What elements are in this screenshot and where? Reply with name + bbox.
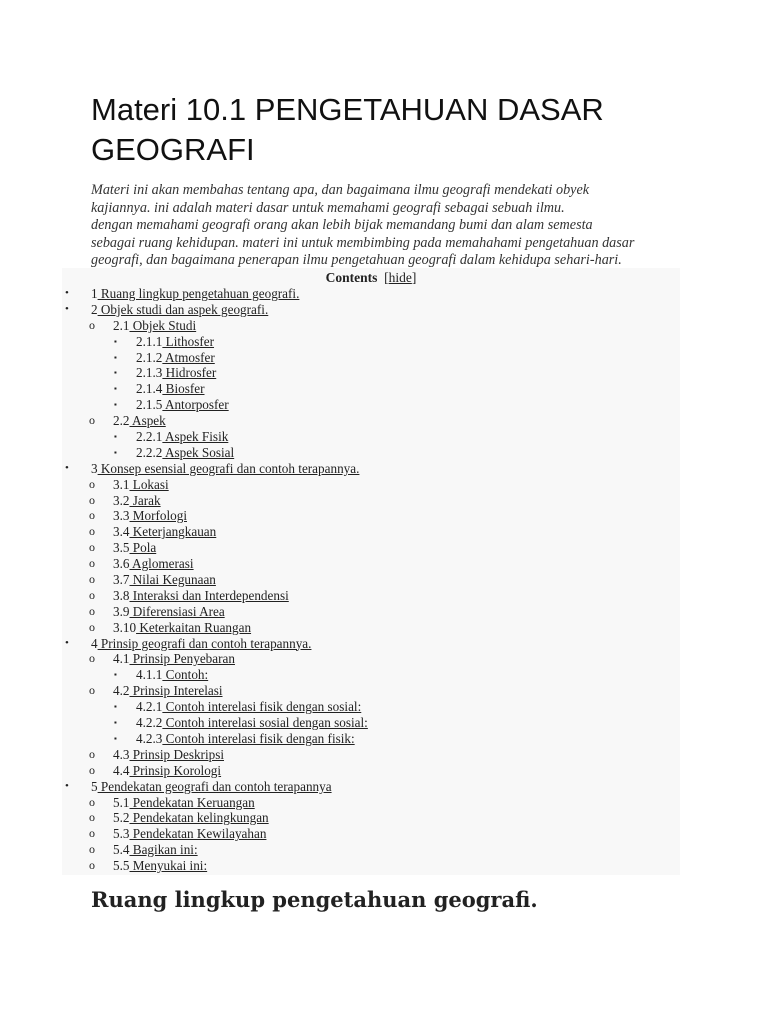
toc-item — [62, 429, 680, 445]
toc-item — [62, 445, 680, 461]
toc-number: 2.1.2 — [136, 349, 163, 365]
toc-item — [62, 302, 680, 318]
toc-title: Contents — [325, 270, 378, 285]
toc-number: 2.1 — [113, 317, 130, 333]
circle-bullet-icon: o — [89, 556, 95, 571]
toc-link[interactable]: Ruang lingkup pengetahuan geografi. — [97, 286, 300, 301]
toc-entry — [113, 683, 223, 699]
circle-bullet-icon: o — [89, 317, 95, 332]
toc-hide-link[interactable]: hide — [388, 270, 412, 285]
circle-bullet-icon: o — [89, 540, 95, 555]
circle-bullet-icon: o — [89, 603, 95, 618]
toc-number: 4 — [91, 635, 98, 651]
toc-entry — [136, 334, 214, 350]
toc-item — [62, 365, 680, 381]
toc-entry — [113, 508, 187, 524]
toc-link[interactable]: Objek studi dan aspek geografi. — [97, 301, 269, 317]
toc-entry — [136, 715, 368, 731]
toc-item — [62, 699, 680, 715]
toc-link[interactable]: Aspek Fisik — [162, 429, 229, 445]
toc-link[interactable]: Contoh interelasi fisik dengan sosial: — [162, 699, 362, 715]
toc-list — [62, 286, 680, 874]
toc-number: 2.1.1 — [136, 333, 163, 349]
intro-line: dengan memahami geografi orang akan lebih bijak memandang bumi dan alam semesta — [91, 217, 593, 233]
toc-link[interactable]: Contoh interelasi fisik dengan fisik: — [162, 730, 355, 746]
toc-entry — [136, 365, 216, 381]
toc-number: 3.10 — [113, 619, 137, 635]
toc-bracket-open: [ — [380, 270, 389, 285]
toc-number: 4.1 — [113, 651, 130, 667]
toc-entry — [91, 286, 299, 302]
toc-item — [62, 826, 680, 842]
toc-link[interactable]: Aspek Sosial — [162, 444, 235, 460]
toc-number: 4.2.3 — [136, 730, 163, 746]
toc-item — [62, 651, 680, 667]
toc-number: 4.2.1 — [136, 699, 163, 715]
circle-bullet-icon: o — [89, 826, 95, 841]
square-bullet-icon: ▪ — [114, 432, 117, 442]
toc-item — [62, 810, 680, 826]
toc-item — [62, 604, 680, 620]
toc-entry — [113, 588, 289, 604]
toc-entry — [113, 572, 216, 588]
circle-bullet-icon: o — [89, 587, 95, 602]
toc-item — [62, 477, 680, 493]
toc-entry — [136, 429, 228, 445]
intro-line: geografi, dan bagaimana penerapan ilmu pengetahuan geografi dalam kehidupa sehari-hari. — [91, 252, 622, 268]
toc-link[interactable]: Prinsip Interelasi — [129, 683, 223, 699]
toc-number: 3.3 — [113, 508, 130, 524]
toc-entry — [113, 477, 169, 493]
toc-entry — [113, 826, 266, 842]
toc-link[interactable]: Atmosfer — [162, 349, 215, 365]
circle-bullet-icon: o — [89, 572, 95, 587]
square-bullet-icon: ▪ — [114, 368, 117, 378]
toc-link[interactable]: Diferensiasi Area — [129, 603, 225, 619]
toc-entry — [113, 842, 198, 858]
toc-link[interactable]: Lokasi — [129, 476, 169, 492]
intro-line: kajiannya. ini adalah materi dasar untuk memahami geografi sebagai sebuah ilmu. — [91, 199, 565, 216]
toc-entry — [136, 699, 361, 715]
toc-link[interactable]: Contoh interelasi sosial dengan sosial: — [162, 715, 368, 731]
toc-link[interactable]: Bagikan ini: — [129, 842, 198, 858]
bullet-icon: • — [65, 461, 69, 474]
toc-link[interactable]: Pola — [129, 540, 157, 556]
toc-item — [62, 636, 680, 652]
toc-number: 2.2 — [113, 413, 130, 429]
toc-item — [62, 795, 680, 811]
toc-number: 4.1.1 — [136, 667, 163, 683]
circle-bullet-icon: o — [89, 651, 95, 666]
toc-number: 4.2 — [113, 683, 130, 699]
toc-item — [62, 524, 680, 540]
toc-entry — [113, 524, 216, 540]
toc-item — [62, 350, 680, 366]
toc-link[interactable]: Keterkaitan Ruangan — [136, 619, 252, 635]
toc-link[interactable]: Jarak — [129, 492, 161, 508]
toc-item — [62, 858, 680, 874]
toc-number: 3.9 — [113, 603, 130, 619]
toc-number: 2.1.4 — [136, 381, 163, 397]
toc-number: 3.7 — [113, 572, 130, 588]
toc-entry — [136, 445, 234, 461]
table-of-contents — [62, 268, 680, 875]
toc-entry — [113, 747, 224, 763]
circle-bullet-icon: o — [89, 413, 95, 428]
square-bullet-icon: ▪ — [114, 718, 117, 728]
square-bullet-icon: ▪ — [114, 400, 117, 410]
bullet-icon: • — [65, 779, 69, 792]
toc-item — [62, 540, 680, 556]
toc-item — [62, 286, 680, 302]
toc-entry — [113, 651, 235, 667]
circle-bullet-icon: o — [89, 842, 95, 857]
toc-item — [62, 779, 680, 795]
toc-link[interactable]: Pendekatan geografi dan contoh terapannya — [97, 778, 332, 794]
toc-item — [62, 763, 680, 779]
toc-entry — [91, 779, 332, 795]
toc-number: 3.8 — [113, 587, 130, 603]
toc-entry — [113, 540, 156, 556]
circle-bullet-icon: o — [89, 746, 95, 761]
toc-link[interactable]: Pendekatan kelingkungan — [129, 810, 269, 826]
toc-bracket-close: ] — [411, 270, 417, 285]
toc-link[interactable]: Antorposfer — [162, 397, 229, 413]
toc-entry — [91, 636, 311, 652]
toc-entry — [113, 493, 161, 509]
toc-number: 2.1.3 — [136, 365, 163, 381]
toc-item — [62, 461, 680, 477]
bullet-icon: • — [65, 636, 69, 649]
square-bullet-icon: ▪ — [114, 733, 117, 743]
intro-paragraph — [91, 182, 711, 270]
circle-bullet-icon: o — [89, 619, 95, 634]
toc-item — [62, 620, 680, 636]
toc-entry — [113, 318, 196, 334]
toc-item — [62, 397, 680, 413]
toc-number: 4.3 — [113, 746, 130, 762]
circle-bullet-icon: o — [89, 683, 95, 698]
toc-link[interactable]: Objek Studi — [129, 317, 197, 333]
circle-bullet-icon: o — [89, 858, 95, 873]
toc-link[interactable]: Hidrosfer — [162, 365, 217, 381]
toc-link[interactable]: Prinsip Deskripsi — [129, 746, 224, 762]
toc-entry — [136, 397, 229, 413]
toc-number: 1 — [91, 286, 98, 301]
toc-header — [62, 269, 680, 286]
toc-link[interactable]: Morfologi — [129, 508, 187, 524]
toc-number: 3.5 — [113, 540, 130, 556]
toc-link[interactable]: Nilai Kegunaan — [129, 572, 216, 588]
toc-link[interactable]: Prinsip Korologi — [129, 762, 222, 778]
toc-item — [62, 842, 680, 858]
toc-item — [62, 508, 680, 524]
toc-link[interactable]: Konsep esensial geografi dan contoh terapannya. — [97, 460, 360, 476]
toc-item — [62, 588, 680, 604]
toc-entry — [113, 413, 166, 429]
toc-number: 5.3 — [113, 826, 130, 842]
toc-number: 2.2.2 — [136, 444, 163, 460]
square-bullet-icon: ▪ — [114, 384, 117, 394]
toc-entry — [136, 381, 205, 397]
square-bullet-icon: ▪ — [114, 336, 117, 346]
circle-bullet-icon: o — [89, 524, 95, 539]
toc-link[interactable]: Pendekatan Kewilayahan — [129, 826, 267, 842]
toc-number: 4.2.2 — [136, 715, 163, 731]
toc-number: 2.1.5 — [136, 397, 163, 413]
toc-entry — [136, 731, 355, 747]
toc-entry — [113, 858, 207, 874]
toc-number: 5.1 — [113, 794, 130, 810]
intro-line: Materi ini akan membahas tentang apa, dan bagaimana ilmu geografi mendekati obyek — [91, 182, 590, 198]
toc-item — [62, 683, 680, 699]
toc-item — [62, 572, 680, 588]
toc-number: 5 — [91, 778, 98, 794]
square-bullet-icon: ▪ — [114, 702, 117, 712]
bullet-icon: • — [65, 287, 69, 299]
toc-link[interactable]: Contoh: — [162, 667, 209, 683]
square-bullet-icon: ▪ — [114, 352, 117, 362]
toc-number: 4.4 — [113, 762, 130, 778]
toc-item — [62, 413, 680, 429]
toc-item — [62, 381, 680, 397]
toc-link[interactable]: Prinsip Penyebaran — [129, 651, 235, 667]
toc-item — [62, 747, 680, 763]
toc-number: 3 — [91, 460, 98, 476]
circle-bullet-icon: o — [89, 492, 95, 507]
toc-item — [62, 715, 680, 731]
toc-entry — [113, 763, 221, 779]
toc-number: 5.4 — [113, 842, 130, 858]
toc-link[interactable]: Aglomerasi — [129, 556, 194, 572]
toc-number: 5.2 — [113, 810, 130, 826]
toc-entry — [91, 461, 359, 477]
toc-number: 2.2.1 — [136, 429, 163, 445]
toc-item — [62, 318, 680, 334]
toc-entry — [136, 350, 215, 366]
toc-entry — [113, 620, 251, 636]
toc-entry — [113, 604, 225, 620]
toc-entry — [113, 810, 269, 826]
circle-bullet-icon: o — [89, 794, 95, 809]
page-title: Materi 10.1 PENGETAHUAN DASAR GEOGRAFI — [91, 92, 604, 167]
toc-item — [62, 334, 680, 350]
toc-link[interactable]: Menyukai ini: — [129, 858, 208, 874]
toc-entry — [113, 556, 194, 572]
toc-entry — [136, 667, 208, 683]
toc-item — [62, 667, 680, 683]
toc-entry — [113, 795, 255, 811]
toc-item — [62, 493, 680, 509]
circle-bullet-icon: o — [89, 508, 95, 523]
toc-link[interactable]: Prinsip geografi dan contoh terapannya. — [97, 635, 312, 651]
toc-number: 3.6 — [113, 556, 130, 572]
circle-bullet-icon: o — [89, 810, 95, 825]
toc-link[interactable]: Interaksi dan Interdependensi — [129, 587, 289, 603]
toc-number: 3.4 — [113, 524, 130, 540]
toc-link[interactable]: Keterjangkauan — [129, 524, 217, 540]
toc-link[interactable]: Biosfer — [162, 381, 205, 397]
bullet-icon: • — [65, 302, 69, 315]
circle-bullet-icon: o — [89, 476, 95, 491]
square-bullet-icon: ▪ — [114, 670, 117, 680]
toc-entry — [91, 302, 268, 318]
toc-link[interactable]: Pendekatan Keruangan — [129, 794, 255, 810]
toc-item — [62, 731, 680, 747]
toc-number: 5.5 — [113, 858, 130, 874]
circle-bullet-icon: o — [89, 762, 95, 777]
toc-link[interactable]: Lithosfer — [162, 333, 215, 349]
toc-item — [62, 556, 680, 572]
section-heading: Ruang lingkup pengetahuan geografi. — [91, 887, 538, 912]
square-bullet-icon: ▪ — [114, 447, 117, 457]
intro-line: sebagai ruang kehidupan. materi ini untuk membimbing pada memahahami pengetahuan dasar — [91, 234, 635, 251]
toc-link[interactable]: Aspek — [129, 413, 166, 429]
toc-number: 3.1 — [113, 476, 130, 492]
toc-number: 3.2 — [113, 492, 130, 508]
toc-number: 2 — [91, 301, 98, 317]
